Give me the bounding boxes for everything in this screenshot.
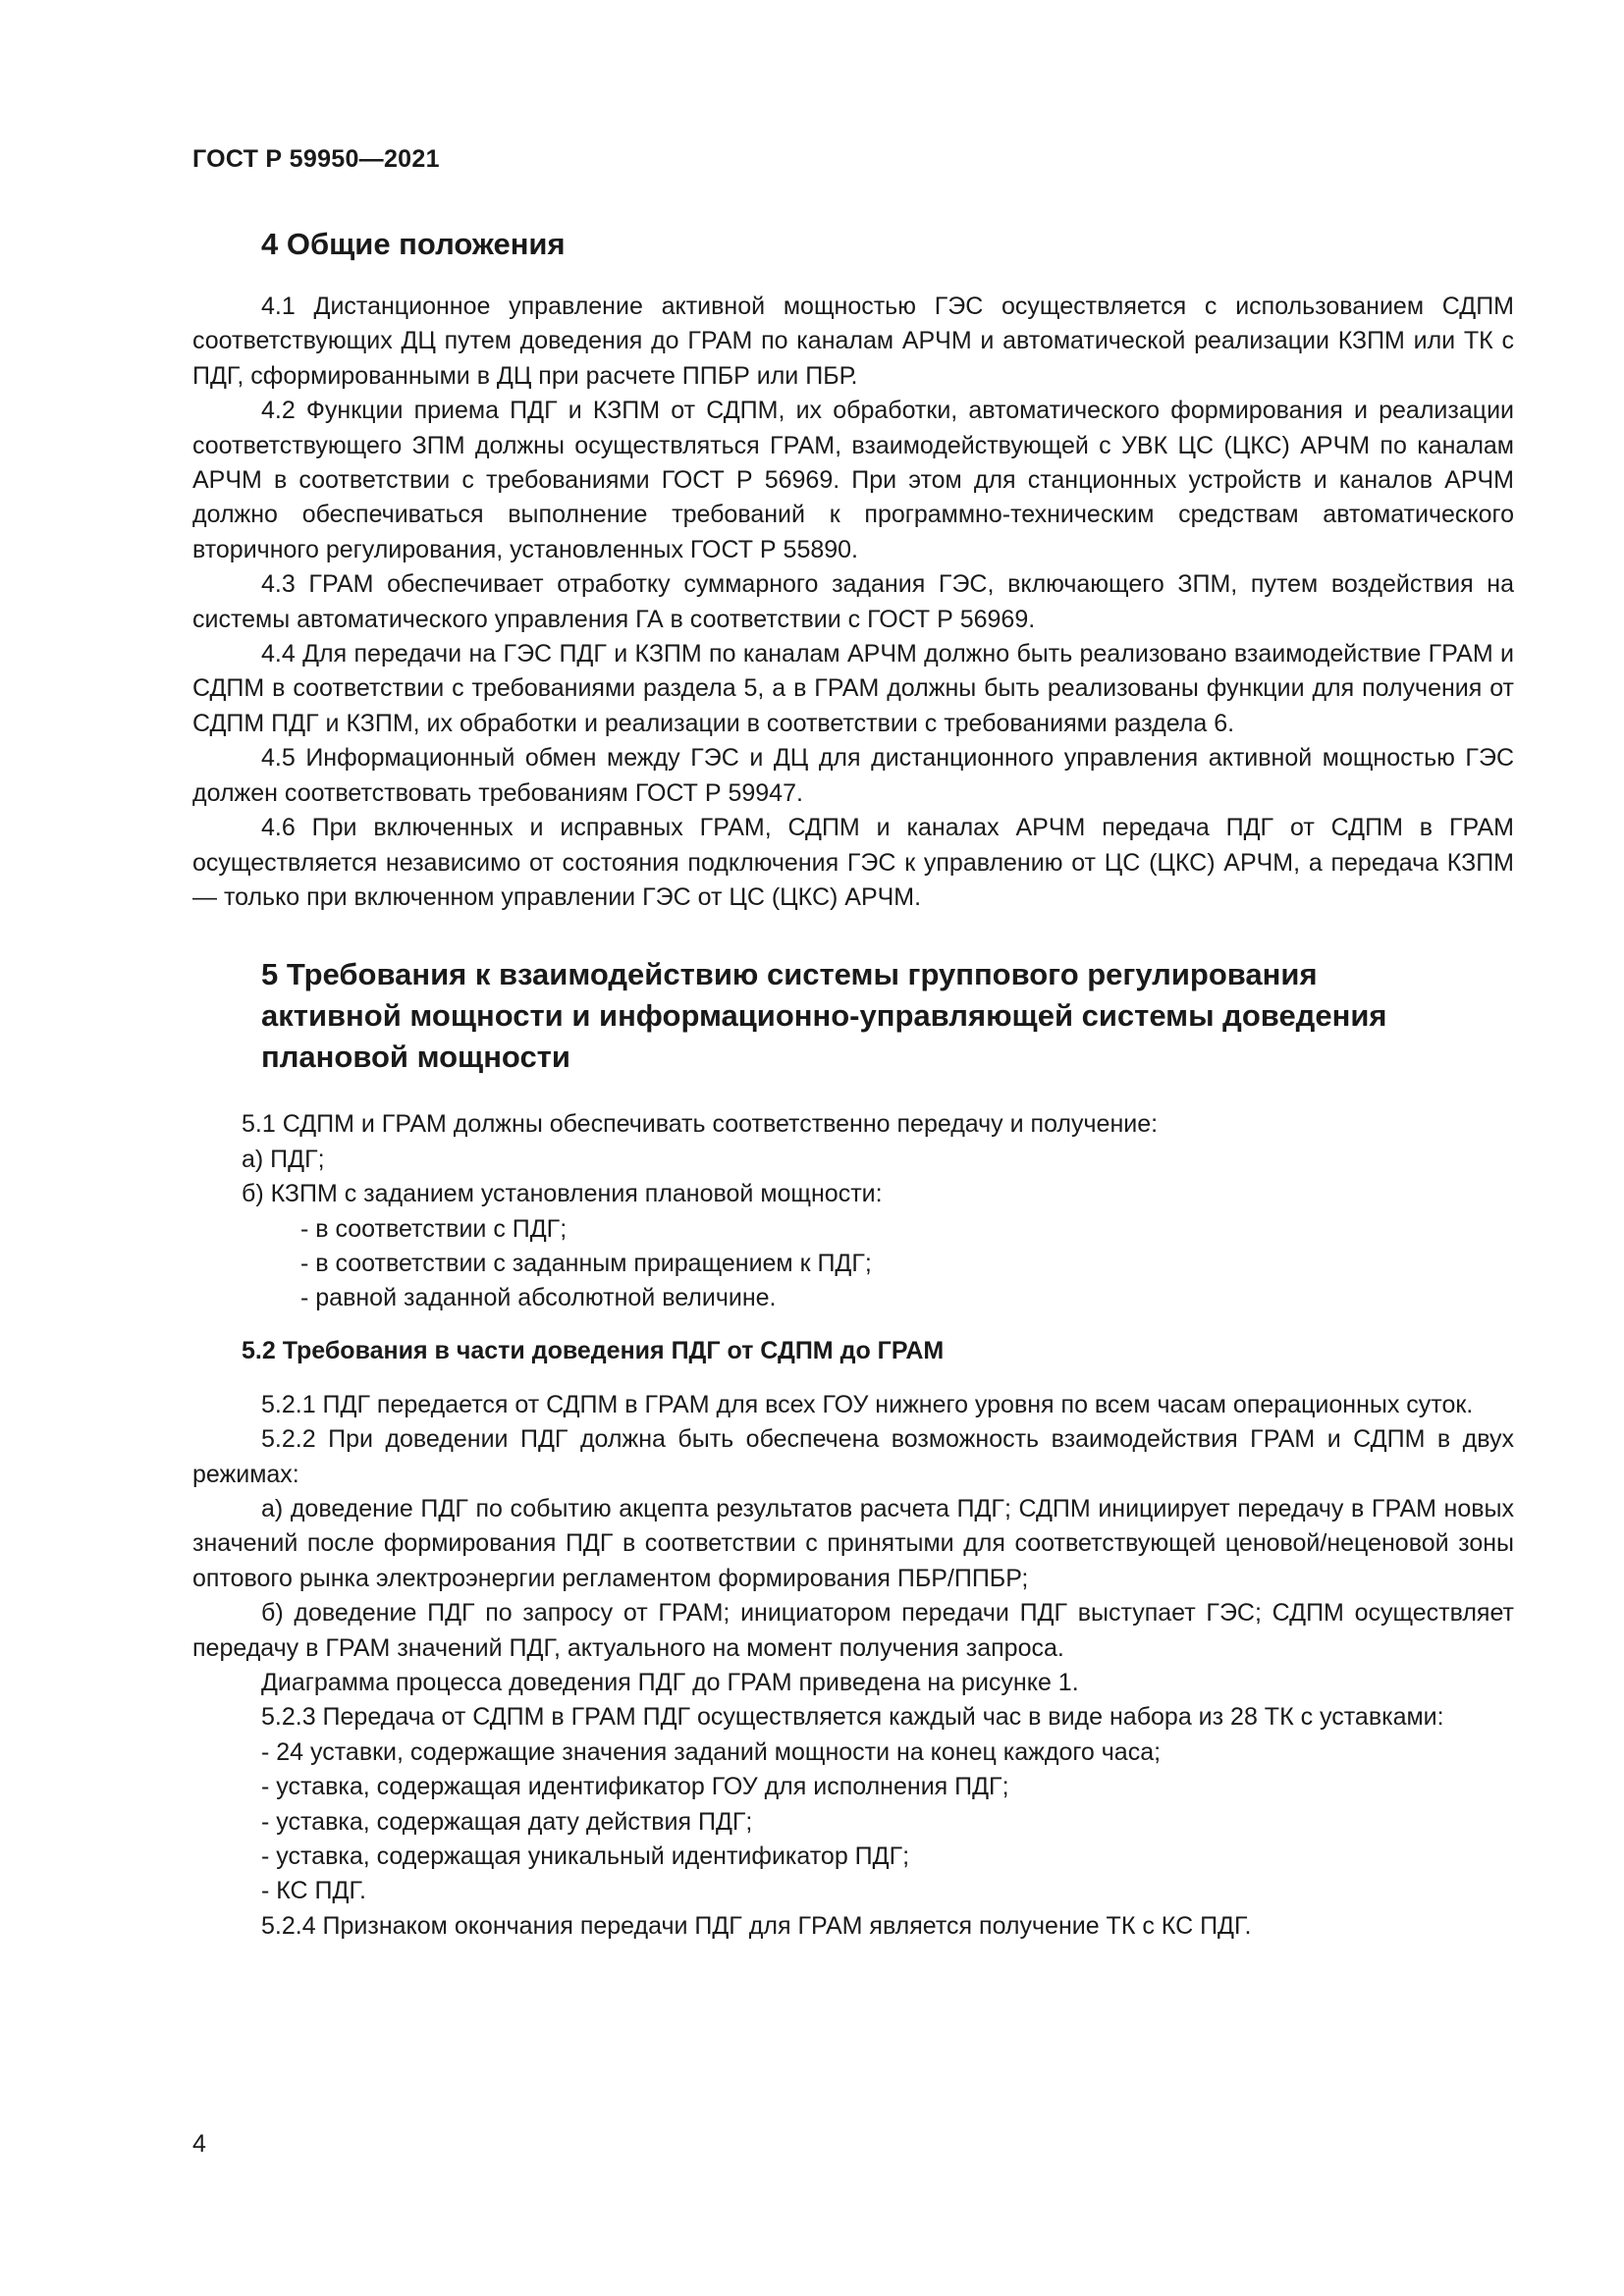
document-code: ГОСТ Р 59950—2021 [192,145,440,173]
page-number: 4 [192,2130,206,2158]
section-5-heading-line: активной мощности и информационно-управляющей системы доведения [261,998,1387,1034]
paragraph-4-2: 4.2 Функции приема ПДГ и КЗПМ от СДПМ, их обработки, автоматического формирования и реализации соответствующего ЗПМ должны осуществляться ГРАМ, взаимодействующей с УВК ЦС (ЦКС) АРЧМ по каналам АРЧМ в соответствии с требованиями ГОСТ Р 56969. При этом для станционных устройств и каналов АРЧМ должно обеспечиваться выполнение требований к программно-техническим средствам автоматического вторичного регулирования, установленных ГОСТ Р 55890. [192,397,1514,563]
list-item: - 24 уставки, содержащие значения заданий мощности на конец каждого часа; [261,1737,1162,1766]
section-4-heading: 4 Общие положения [261,227,566,261]
section-5-heading-line: плановой мощности [261,1040,570,1075]
section-5-heading [192,954,1514,1078]
list-item-5-1-b: б) КЗПМ с заданием установления плановой мощности: [242,1180,883,1208]
sub-list-item: - в соответствии с заданным приращением к ПДГ; [300,1249,872,1277]
paragraph-5-2-4: 5.2.4 Признаком окончания передачи ПДГ для ГРАМ является получение ТК с КС ПДГ. [261,1911,1252,1940]
paragraph-4-3: 4.3 ГРАМ обеспечивает отработку суммарного задания ГЭС, включающего ЗПМ, путем воздействия на системы автоматического управления ГА в соответствии с ГОСТ Р 56969. [192,570,1514,633]
paragraph-4-6: 4.6 При включенных и исправных ГРАМ, СДПМ и каналах АРЧМ передача ПДГ от СДПМ в ГРАМ осуществляется независимо от состояния подключения ГЭС к управлению от ЦС (ЦКС) АРЧМ, а передача КЗПМ — только при включенном управлении ГЭС от ЦС (ЦКС) АРЧМ. [192,814,1514,911]
paragraph-4-1: 4.1 Дистанционное управление активной мощностью ГЭС осуществляется с использованием СДПМ соответствующих ДЦ путем доведения до ГРАМ по каналам АРЧМ и автоматической реализации КЗПМ или ТК с ПДГ, сформированными в ДЦ при расчете ППБР или ПБР. [192,293,1514,390]
paragraph-4-5: 4.5 Информационный обмен между ГЭС и ДЦ для дистанционного управления активной мощностью ГЭС должен соответствовать требованиям ГОСТ Р 59947. [192,744,1514,807]
page-content [192,224,1514,1944]
paragraph-5-2-2-b: б) доведение ПДГ по запросу от ГРАМ; инициатором передачи ПДГ выступает ГЭС; СДПМ осуществляет передачу в ГРАМ значений ПДГ, актуального на момент получения запроса. [192,1599,1514,1662]
list-item: - уставка, содержащая дату действия ПДГ; [261,1807,753,1836]
list-item: - уставка, содержащая идентификатор ГОУ для исполнения ПДГ; [261,1773,1009,1801]
paragraph-5-2-3: 5.2.3 Передача от СДПМ в ГРАМ ПДГ осуществляется каждый час в виде набора из 28 ТК с уставками: [261,1703,1444,1732]
paragraph-5-2-2-a: а) доведение ПДГ по событию акцепта результатов расчета ПДГ; СДПМ инициирует передачу в ГРАМ новых значений после формирования ПДГ в соответствии с принятыми для соответствующей ценовой/неценовой зоны оптового рынка электроэнергии регламентом формирования ПБР/ППБР; [192,1494,1514,1592]
paragraph-4-4: 4.4 Для передачи на ГЭС ПДГ и КЗПМ по каналам АРЧМ должно быть реализовано взаимодействие ГРАМ и СДПМ в соответствии с требованиями раздела 5, а в ГРАМ должны быть реализованы функции для получения от СДПМ ПДГ и КЗПМ, их обработки и реализации в соответствии с требованиями раздела 6. [192,640,1514,737]
paragraph-5-2-2: 5.2.2 При доведении ПДГ должна быть обеспечена возможность взаимодействия ГРАМ и СДПМ в двух режимах: [192,1425,1514,1488]
paragraph-5-1: 5.1 СДПМ и ГРАМ должны обеспечивать соответственно передачу и получение: [242,1110,1159,1139]
paragraph-5-2-2-figure-ref: Диаграмма процесса доведения ПДГ до ГРАМ приведена на рисунке 1. [261,1669,1079,1696]
section-5-heading-line: 5 Требования к взаимодействию системы группового регулирования [261,957,1318,992]
subsection-5-2-heading: 5.2 Требования в части доведения ПДГ от СДПМ до ГРАМ [242,1336,945,1364]
paragraph-5-2-1: 5.2.1 ПДГ передается от СДПМ в ГРАМ для всех ГОУ нижнего уровня по всем часам операционных суток. [261,1390,1474,1418]
list-item: - КС ПДГ. [261,1877,366,1905]
sub-list-item: - равной заданной абсолютной величине. [300,1284,777,1312]
list-item: - уставка, содержащая уникальный идентификатор ПДГ; [261,1842,910,1871]
sub-list-item: - в соответствии с ПДГ; [300,1214,568,1243]
list-item-5-1-a: а) ПДГ; [242,1145,325,1173]
